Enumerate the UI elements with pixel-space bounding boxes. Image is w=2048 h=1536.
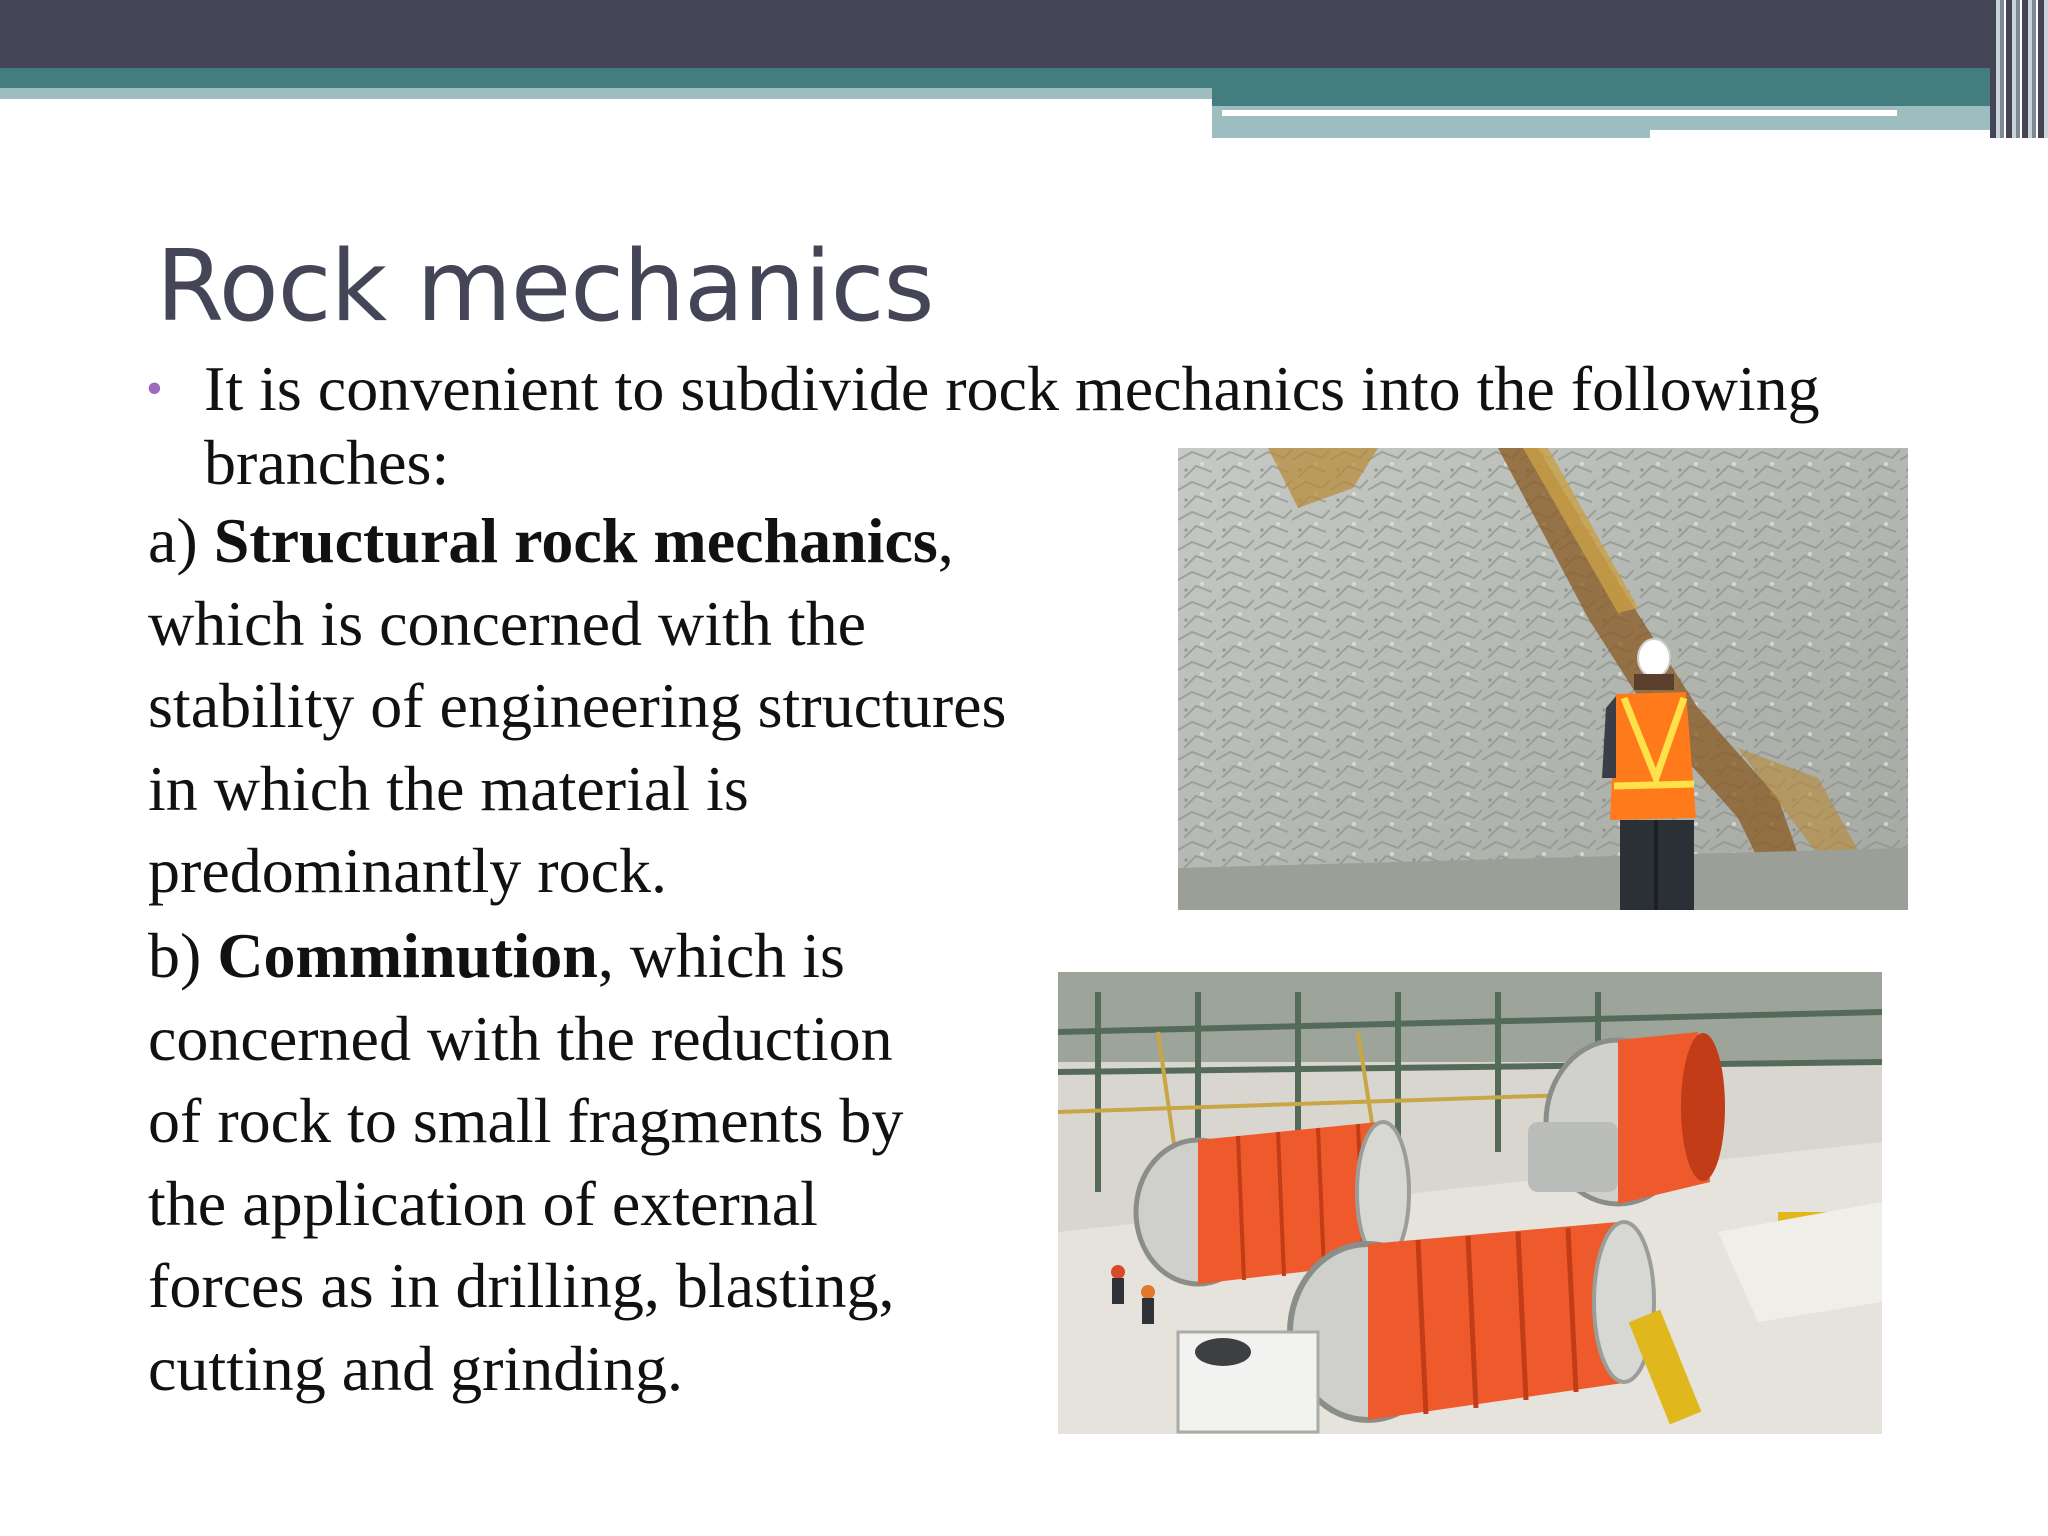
branch-b-line: , which is bbox=[597, 920, 845, 991]
branch-b-line: forces as in drilling, blasting, bbox=[148, 1250, 895, 1321]
branch-b-prefix: b) bbox=[148, 920, 218, 991]
branch-a-term: Structural rock mechanics bbox=[213, 505, 938, 576]
header-stripes bbox=[1990, 0, 2048, 138]
branch-a-line: stability of engineering structures bbox=[148, 670, 1007, 741]
header-band-dark bbox=[0, 0, 1990, 68]
branch-a-line: , bbox=[937, 505, 954, 576]
grinding-mills-photo bbox=[1058, 972, 1882, 1434]
header-band-teal-right bbox=[1212, 88, 1995, 106]
bullet-text: It is convenient to subdivide rock mechanics into the following branches: bbox=[204, 353, 1820, 498]
header-rule-2 bbox=[1650, 130, 1995, 138]
branch-a-line: in which the material is bbox=[148, 752, 749, 824]
rock-face-photo bbox=[1178, 448, 1908, 910]
header-band-teal bbox=[0, 68, 1995, 88]
rock-face-illustration bbox=[1178, 448, 1908, 910]
header-rule-1 bbox=[1222, 110, 1897, 116]
branch-b-paragraph bbox=[148, 915, 1048, 1410]
grinding-mills-illustration bbox=[1058, 972, 1882, 1434]
branch-a-prefix: a) bbox=[148, 505, 214, 576]
branch-a-line: predominantly rock. bbox=[148, 835, 667, 906]
branch-b-line: of rock to small fragments by bbox=[148, 1085, 904, 1156]
header-band-light-left bbox=[0, 88, 1212, 99]
slide-title: Rock mechanics bbox=[156, 230, 934, 344]
bullet-dot-icon: • bbox=[146, 362, 163, 415]
branch-b-line: the application of external bbox=[148, 1167, 818, 1239]
branch-a-line: which is concerned with the bbox=[148, 587, 866, 659]
branch-b-line: concerned with the reduction bbox=[148, 1002, 893, 1074]
branch-b-term: Comminution bbox=[217, 920, 598, 991]
branch-b-line: cutting and grinding. bbox=[148, 1332, 684, 1404]
branch-a-paragraph bbox=[148, 500, 1178, 913]
